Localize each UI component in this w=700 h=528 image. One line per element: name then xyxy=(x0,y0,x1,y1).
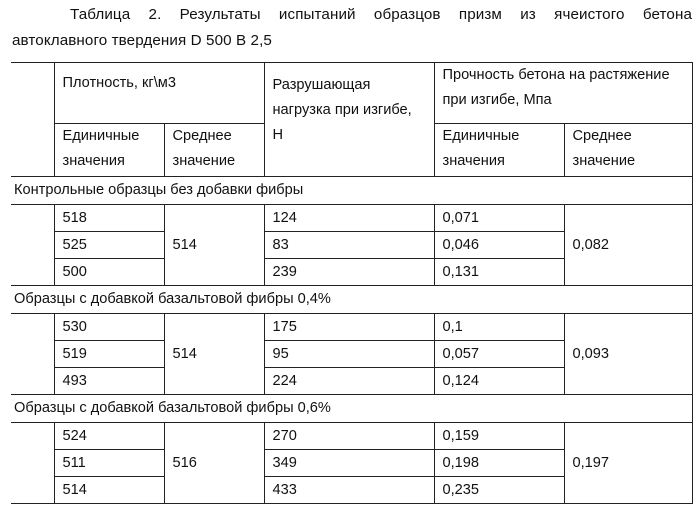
strength-cell: 0,046 xyxy=(434,232,564,259)
table-caption xyxy=(12,2,692,54)
average-density-cell: 514 xyxy=(164,314,264,395)
header-strength: Прочность бетона на растяжение при изгибе, Мпа xyxy=(434,63,692,124)
caption-line-2: автоклавного твердения D 500 В 2,5 xyxy=(12,32,272,49)
row-number-cell xyxy=(11,423,54,504)
density-cell: 525 xyxy=(54,232,164,259)
density-cell: 519 xyxy=(54,341,164,368)
strength-cell: 0,131 xyxy=(434,259,564,286)
load-cell: 83 xyxy=(264,232,434,259)
average-density-cell: 514 xyxy=(164,205,264,286)
section-row xyxy=(11,177,692,205)
section-row xyxy=(11,395,692,423)
load-cell: 239 xyxy=(264,259,434,286)
load-cell: 349 xyxy=(264,450,434,477)
load-cell: 124 xyxy=(264,205,434,232)
density-cell: 511 xyxy=(54,450,164,477)
header-row-1 xyxy=(11,63,692,124)
header-density-single: Единичные значения xyxy=(54,124,164,177)
strength-cell: 0,198 xyxy=(434,450,564,477)
average-strength-cell: 0,082 xyxy=(564,205,692,286)
header-density-average: Среднее значение xyxy=(164,124,264,177)
strength-cell: 0,124 xyxy=(434,368,564,395)
strength-cell: 0,235 xyxy=(434,477,564,504)
section-title: Образцы с добавкой базальтовой фибры 0,6% xyxy=(11,395,692,423)
load-cell: 175 xyxy=(264,314,434,341)
strength-cell: 0,057 xyxy=(434,341,564,368)
strength-cell: 0,071 xyxy=(434,205,564,232)
strength-cell: 0,159 xyxy=(434,423,564,450)
strength-cell: 0,1 xyxy=(434,314,564,341)
header-density: Плотность, кг\м3 xyxy=(54,63,264,124)
density-cell: 500 xyxy=(54,259,164,286)
average-density-cell: 516 xyxy=(164,423,264,504)
load-cell: 224 xyxy=(264,368,434,395)
average-strength-cell: 0,197 xyxy=(564,423,692,504)
header-strength-single: Единичные значения xyxy=(434,124,564,177)
load-cell: 270 xyxy=(264,423,434,450)
section-row xyxy=(11,286,692,314)
caption-line-1: Таблица 2. Результаты испытаний образцов призм из ячеистого бетона xyxy=(70,6,692,23)
density-cell: 530 xyxy=(54,314,164,341)
row-number-cell xyxy=(11,314,54,395)
density-cell: 514 xyxy=(54,477,164,504)
header-load: Разрушающая нагрузка при изгибе, Н xyxy=(264,63,434,177)
header-corner-cell xyxy=(11,63,54,177)
header-strength-average: Среднее значение xyxy=(564,124,692,177)
density-cell: 524 xyxy=(54,423,164,450)
section-title: Образцы с добавкой базальтовой фибры 0,4% xyxy=(11,286,692,314)
load-cell: 433 xyxy=(264,477,434,504)
table-row xyxy=(11,205,692,232)
average-strength-cell: 0,093 xyxy=(564,314,692,395)
section-title: Контрольные образцы без добавки фибры xyxy=(11,177,692,205)
results-table xyxy=(11,62,693,504)
density-cell: 518 xyxy=(54,205,164,232)
table-row xyxy=(11,423,692,450)
table-row xyxy=(11,314,692,341)
density-cell: 493 xyxy=(54,368,164,395)
row-number-cell xyxy=(11,205,54,286)
load-cell: 95 xyxy=(264,341,434,368)
